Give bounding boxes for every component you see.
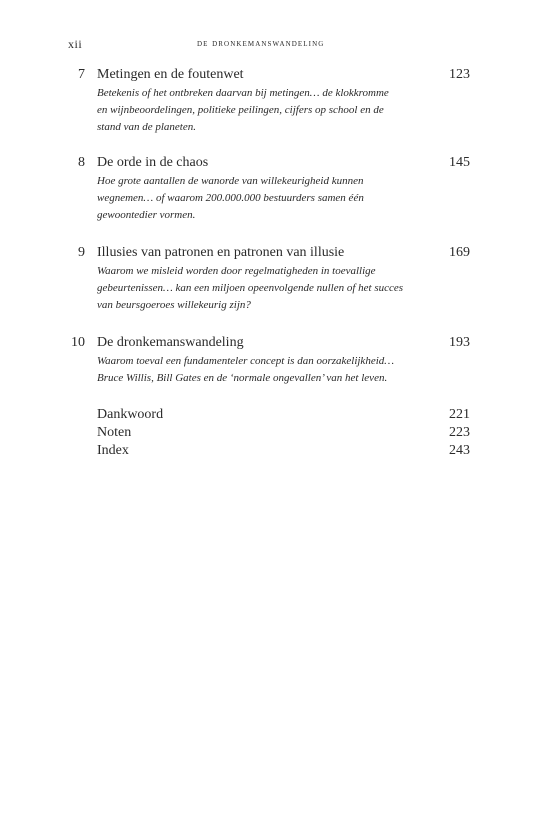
chapter-page-number: 193 xyxy=(449,335,470,350)
toc-entry-chapter-9 xyxy=(68,244,470,314)
chapter-number: 9 xyxy=(78,245,85,260)
chapter-page-number: 145 xyxy=(449,155,470,170)
back-matter-title: Noten xyxy=(97,425,132,440)
description-line: stand van de planeten. xyxy=(97,121,196,133)
chapter-number: 10 xyxy=(71,335,85,350)
toc-entry-dankwoord xyxy=(97,406,470,423)
description-line: Waarom toeval een fundamenteler concept is dan oorzakelijkheid… xyxy=(97,355,395,367)
toc-entry-chapter-8 xyxy=(68,154,470,224)
description-line: van beursgoeroes willekeurig zijn? xyxy=(97,299,251,311)
chapter-title: De dronkemanswandeling xyxy=(97,335,244,350)
description-line: wegnemen… of waarom 200.000.000 bestuurders samen één xyxy=(97,192,364,204)
description-line: Hoe grote aantallen de wanorde van willekeurigheid kunnen xyxy=(97,175,364,187)
chapter-title: De orde in de chaos xyxy=(97,155,209,170)
description-line: Bruce Willis, Bill Gates en de ‘normale ongevallen’ van het leven. xyxy=(97,372,388,384)
toc-entry-noten xyxy=(97,424,470,441)
description-line: Betekenis of het ontbreken daarvan bij metingen… de klokkromme xyxy=(97,87,389,99)
running-header xyxy=(68,37,468,51)
description-line: gewoontedier vormen. xyxy=(97,209,196,221)
description-line: Waarom we misleid worden door regelmatigheden in toevallige xyxy=(97,265,376,277)
chapter-number: 8 xyxy=(78,155,85,170)
chapter-description xyxy=(97,353,441,387)
page-folio: xii xyxy=(68,37,83,51)
toc-entry-chapter-10 xyxy=(68,334,470,388)
chapter-title: Illusies van patronen en patronen van illusie xyxy=(97,245,345,260)
chapter-page-number: 169 xyxy=(449,245,470,260)
chapter-description xyxy=(97,85,441,136)
back-matter-page-number: 221 xyxy=(449,407,470,422)
toc-entry-chapter-7 xyxy=(68,66,470,136)
running-title: de dronkemanswandeling xyxy=(197,38,325,49)
chapter-description xyxy=(97,263,441,314)
chapter-title: Metingen en de foutenwet xyxy=(97,67,244,82)
description-line: en wijnbeoordelingen, politieke peilingen, cijfers op school en de xyxy=(97,104,384,116)
toc-entry-index xyxy=(97,442,470,459)
back-matter-page-number: 223 xyxy=(449,425,470,440)
chapter-number: 7 xyxy=(78,67,85,82)
back-matter-title: Index xyxy=(97,443,129,458)
back-matter-page-number: 243 xyxy=(449,443,470,458)
chapter-description xyxy=(97,173,441,224)
description-line: gebeurtenissen… kan een miljoen opeenvolgende nullen of het succes xyxy=(97,282,404,294)
back-matter-title: Dankwoord xyxy=(97,407,164,422)
chapter-page-number: 123 xyxy=(449,67,470,82)
